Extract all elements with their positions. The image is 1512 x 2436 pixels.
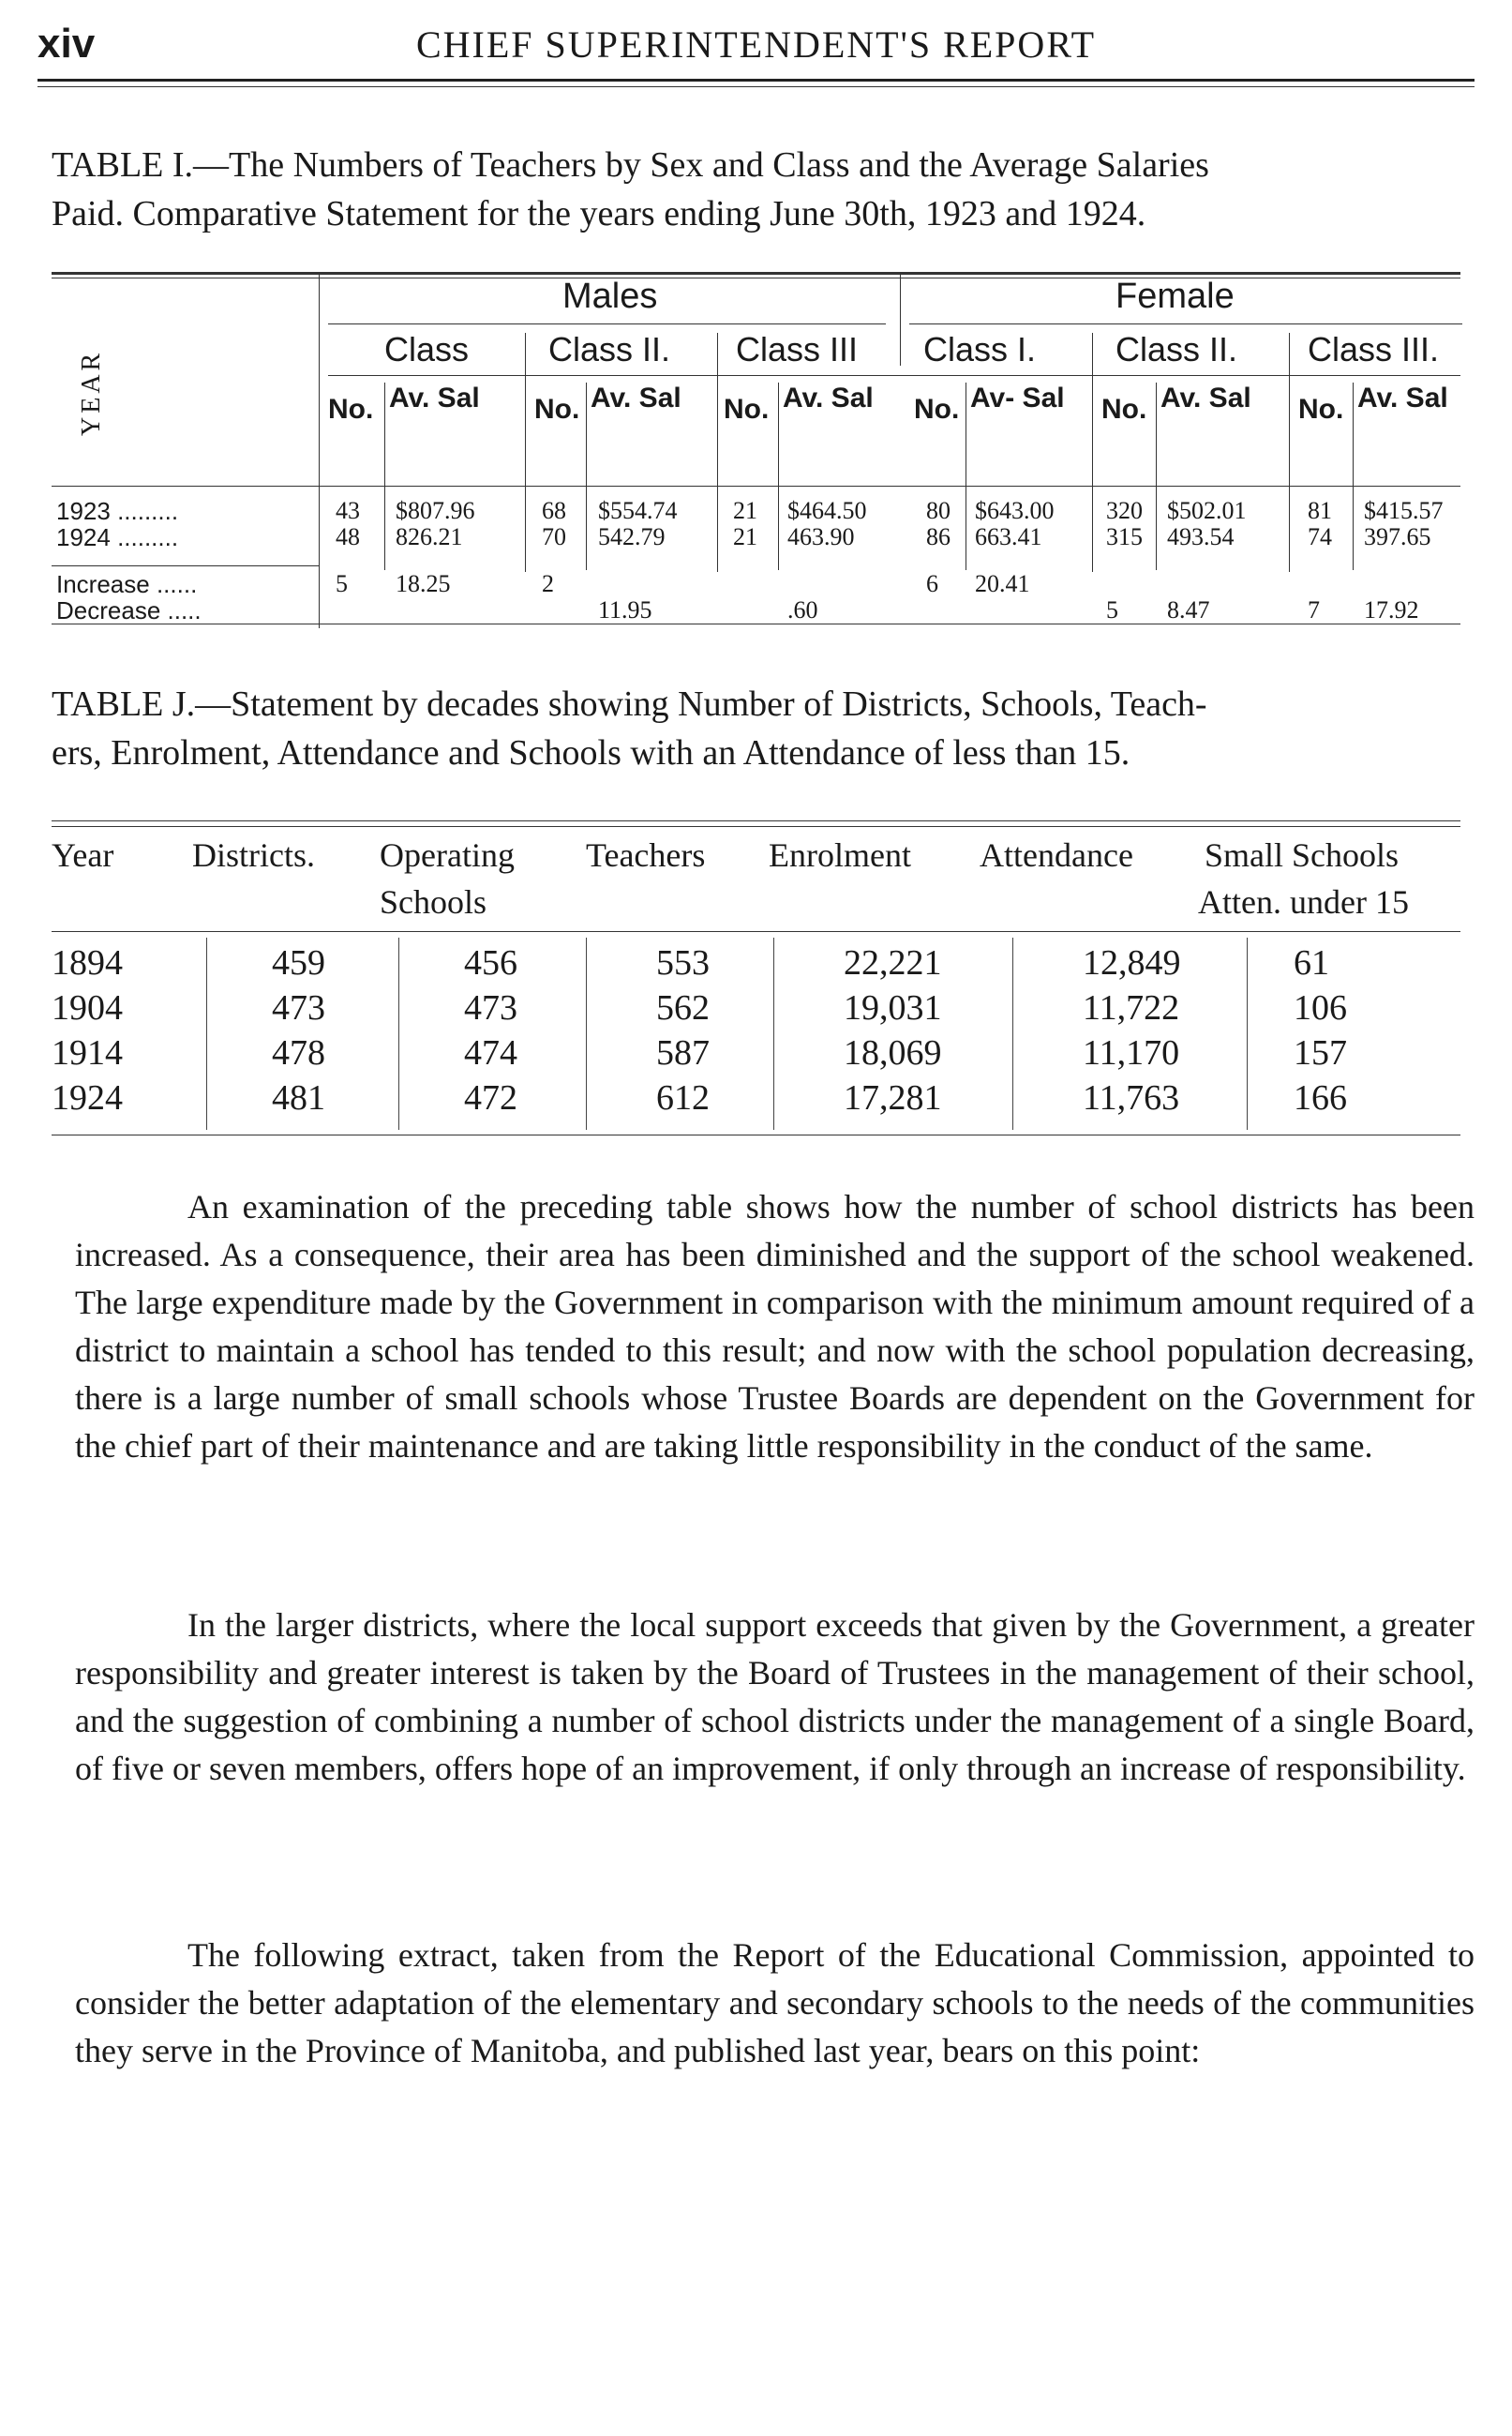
table-j-cell-teachers: 553 — [656, 943, 710, 983]
table-i-caption — [52, 141, 1460, 238]
table-i-cell: 397.65 — [1364, 523, 1431, 550]
col-year: Year — [52, 836, 114, 874]
table-i-body-rule — [52, 565, 319, 566]
table-i-cell: .60 — [787, 596, 818, 624]
table-i-cell: 5 — [336, 570, 348, 597]
table-i-cell: $415.57 — [1364, 497, 1444, 524]
table-i-cell: 80 — [926, 497, 951, 524]
col-operating: Operating — [380, 836, 515, 874]
table-i-top-rule — [52, 272, 1460, 275]
page-header — [37, 17, 1475, 73]
table-i-cell: 20.41 — [975, 570, 1030, 597]
table-i-vline — [1156, 383, 1157, 570]
table-i-row-label: 1923 ......... — [56, 497, 179, 525]
table-i-cell: 74 — [1308, 523, 1332, 550]
table-i-cell: 68 — [542, 497, 566, 524]
paragraph — [75, 1601, 1475, 1793]
table-i-vline — [384, 383, 385, 570]
table-i-cell: 86 — [926, 523, 951, 550]
table-i-cell: 18.25 — [396, 570, 451, 597]
table-j-cell-year: 1894 — [52, 943, 123, 983]
table-j-cell-operating: 474 — [464, 1033, 517, 1073]
table-j-vline — [398, 938, 399, 1130]
class-header: Class III. — [1308, 330, 1440, 368]
table-i-vline — [778, 383, 779, 570]
table-i-caption-line1: TABLE I.—The Numbers of Teachers by Sex and Class and the Average Salaries — [52, 145, 1209, 185]
table-i-cell: 48 — [336, 523, 360, 550]
paragraph — [75, 1183, 1475, 1470]
table-j-cell-enrolment: 22,221 — [844, 943, 942, 983]
table-i-cell: 493.54 — [1167, 523, 1235, 550]
table-j — [37, 820, 1475, 1158]
no-header: No. — [534, 394, 580, 425]
table-i-cell: 43 — [336, 497, 360, 524]
table-i-cell: $502.01 — [1167, 497, 1247, 524]
table-i-cell: 8.47 — [1167, 596, 1210, 624]
table-i-vline — [1092, 333, 1093, 572]
table-i-cell: 320 — [1106, 497, 1143, 524]
table-i-cell: $643.00 — [975, 497, 1055, 524]
col-attendance: Attendance — [980, 836, 1133, 874]
table-j-cell-enrolment: 17,281 — [844, 1078, 942, 1118]
table-i-row-label: 1924 ......... — [56, 523, 179, 551]
table-j-cell-small: 106 — [1294, 988, 1347, 1028]
sal-header: Av. Sal — [1357, 383, 1448, 414]
table-i-vline — [525, 333, 526, 572]
sal-header: Av. Sal — [1160, 383, 1251, 414]
running-title: CHIEF SUPERINTENDENT'S REPORT — [415, 23, 1097, 66]
group-female: Female — [1115, 277, 1235, 316]
table-j-cell-attendance: 11,170 — [1083, 1033, 1180, 1073]
table-i-vline — [586, 383, 587, 570]
sal-header: Av. Sal — [591, 383, 681, 414]
paragraph-text: In the larger districts, where the local support exceeds that given by the Government, a greater responsibility and greater interest is taken by the Board of Trustees in the management of their school, and the suggestion of combining a number of school districts under the management of a single Board, of five or seven members, offers hope of an improvement, if only through an increase of responsibility. — [75, 1606, 1475, 1787]
table-j-cell-teachers: 612 — [656, 1078, 710, 1118]
header-rule-thin — [37, 86, 1475, 87]
year-header: YEAR — [77, 349, 106, 436]
table-j-cell-year: 1914 — [52, 1033, 123, 1073]
table-j-caption-line2: ers, Enrolment, Attendance and Schools with an Attendance of less than 15. — [52, 733, 1130, 773]
table-j-cell-districts: 478 — [272, 1033, 325, 1073]
col-small: Small Schools — [1205, 836, 1400, 874]
table-j-caption — [52, 680, 1460, 777]
table-j-vline — [586, 938, 587, 1130]
class-underline — [328, 375, 1460, 376]
table-i-cell: 6 — [926, 570, 938, 597]
table-i-cell: 17.92 — [1364, 596, 1419, 624]
table-i-cell: 21 — [733, 497, 757, 524]
class-header: Class II. — [548, 330, 671, 368]
males-underline — [328, 323, 886, 324]
table-j-cell-enrolment: 18,069 — [844, 1033, 942, 1073]
table-j-top-rule — [52, 820, 1460, 821]
col-districts: Districts. — [192, 836, 315, 874]
table-j-cell-attendance: 11,763 — [1083, 1078, 1180, 1118]
table-j-cell-districts: 481 — [272, 1078, 325, 1118]
table-j-cell-operating: 473 — [464, 988, 517, 1028]
col-operating-2: Schools — [380, 883, 487, 921]
group-males: Males — [562, 277, 658, 316]
table-i-cell: $807.96 — [396, 497, 475, 524]
table-j-cell-year: 1904 — [52, 988, 123, 1028]
no-header: No. — [724, 394, 770, 425]
table-i-cell: 463.90 — [787, 523, 855, 550]
table-i-vline — [1353, 383, 1354, 570]
class-header: Class II. — [1115, 330, 1238, 368]
no-header: No. — [1101, 394, 1147, 425]
table-i-cell: 826.21 — [396, 523, 463, 550]
col-teachers: Teachers — [586, 836, 706, 874]
class-header: Class — [384, 330, 470, 368]
table-i-vline — [319, 272, 320, 628]
no-header: No. — [328, 394, 374, 425]
table-i-cell: $464.50 — [787, 497, 867, 524]
table-i-cell: 2 — [542, 570, 554, 597]
table-j-cell-year: 1924 — [52, 1078, 123, 1118]
table-j-cell-operating: 456 — [464, 943, 517, 983]
table-i-cell: 542.79 — [598, 523, 666, 550]
table-j-cell-teachers: 562 — [656, 988, 710, 1028]
table-j-top-rule-thin — [52, 826, 1460, 827]
table-i-cell: 7 — [1308, 596, 1320, 624]
table-j-vline — [1247, 938, 1248, 1130]
table-i-cell: 81 — [1308, 497, 1332, 524]
table-j-cell-attendance: 11,722 — [1083, 988, 1180, 1028]
table-j-cell-teachers: 587 — [656, 1033, 710, 1073]
table-i-vline — [1289, 333, 1290, 572]
table-j-cell-small: 61 — [1294, 943, 1329, 983]
table-i-cell: $554.74 — [598, 497, 678, 524]
col-small-2: Atten. under 15 — [1198, 883, 1409, 921]
no-header: No. — [1298, 394, 1344, 425]
table-j-caption-line1: TABLE J.—Statement by decades showing Number of Districts, Schools, Teach- — [52, 684, 1207, 724]
class-header: Class III — [736, 330, 859, 368]
table-j-header-rule — [52, 931, 1460, 932]
no-header: No. — [914, 394, 960, 425]
table-i-header-rule — [52, 486, 1460, 487]
table-i-cell: 663.41 — [975, 523, 1042, 550]
table-j-cell-districts: 473 — [272, 988, 325, 1028]
table-j-vline — [773, 938, 774, 1130]
col-enrolment: Enrolment — [769, 836, 911, 874]
table-j-vline — [1012, 938, 1013, 1130]
class-header: Class I. — [923, 330, 1037, 368]
paragraph — [75, 1932, 1475, 2075]
table-i-vline — [900, 272, 901, 366]
table-i-row-label: Increase ...... — [56, 570, 198, 598]
sal-header: Av- Sal — [970, 383, 1065, 414]
table-j-cell-attendance: 12,849 — [1083, 943, 1181, 983]
table-j-cell-small: 166 — [1294, 1078, 1347, 1118]
paragraph-text: The following extract, taken from the Report of the Educational Commission, appointed to consider the better adaptation of the elementary and secondary schools to the needs of the communities they serve in the Province of Manitoba, and published last year, bears on this point: — [75, 1936, 1475, 2069]
table-j-cell-small: 157 — [1294, 1033, 1347, 1073]
table-i-vline — [717, 333, 718, 572]
table-i-cell: 21 — [733, 523, 757, 550]
paragraph-text: An examination of the preceding table shows how the number of school districts has been increased. As a consequence, their area has been diminished and the support of the school weakened. The large expenditure made by the Government in comparison with the minimum amount required of a district to maintain a school has tended to this result; and now with the school population decreasing, there is a large number of small schools whose Trustee Boards are dependent on the Government for the chief part of their maintenance and are taking little responsibility in the conduct of the same. — [75, 1188, 1475, 1465]
table-j-cell-operating: 472 — [464, 1078, 517, 1118]
female-underline — [909, 323, 1462, 324]
table-i-cell: 70 — [542, 523, 566, 550]
table-j-cell-enrolment: 19,031 — [844, 988, 942, 1028]
table-i — [37, 272, 1475, 628]
sal-header: Av. Sal — [783, 383, 874, 414]
page-number: xiv — [37, 21, 96, 67]
table-i-caption-line2: Paid. Comparative Statement for the years ending June 30th, 1923 and 1924. — [52, 194, 1146, 233]
header-rule — [37, 79, 1475, 82]
table-j-cell-districts: 459 — [272, 943, 325, 983]
table-i-cell: 315 — [1106, 523, 1143, 550]
table-i-row-label: Decrease ..... — [56, 596, 202, 624]
sal-header: Av. Sal — [389, 383, 480, 414]
table-i-cell: 11.95 — [598, 596, 652, 624]
table-j-vline — [206, 938, 207, 1130]
table-i-cell: 5 — [1106, 596, 1118, 624]
